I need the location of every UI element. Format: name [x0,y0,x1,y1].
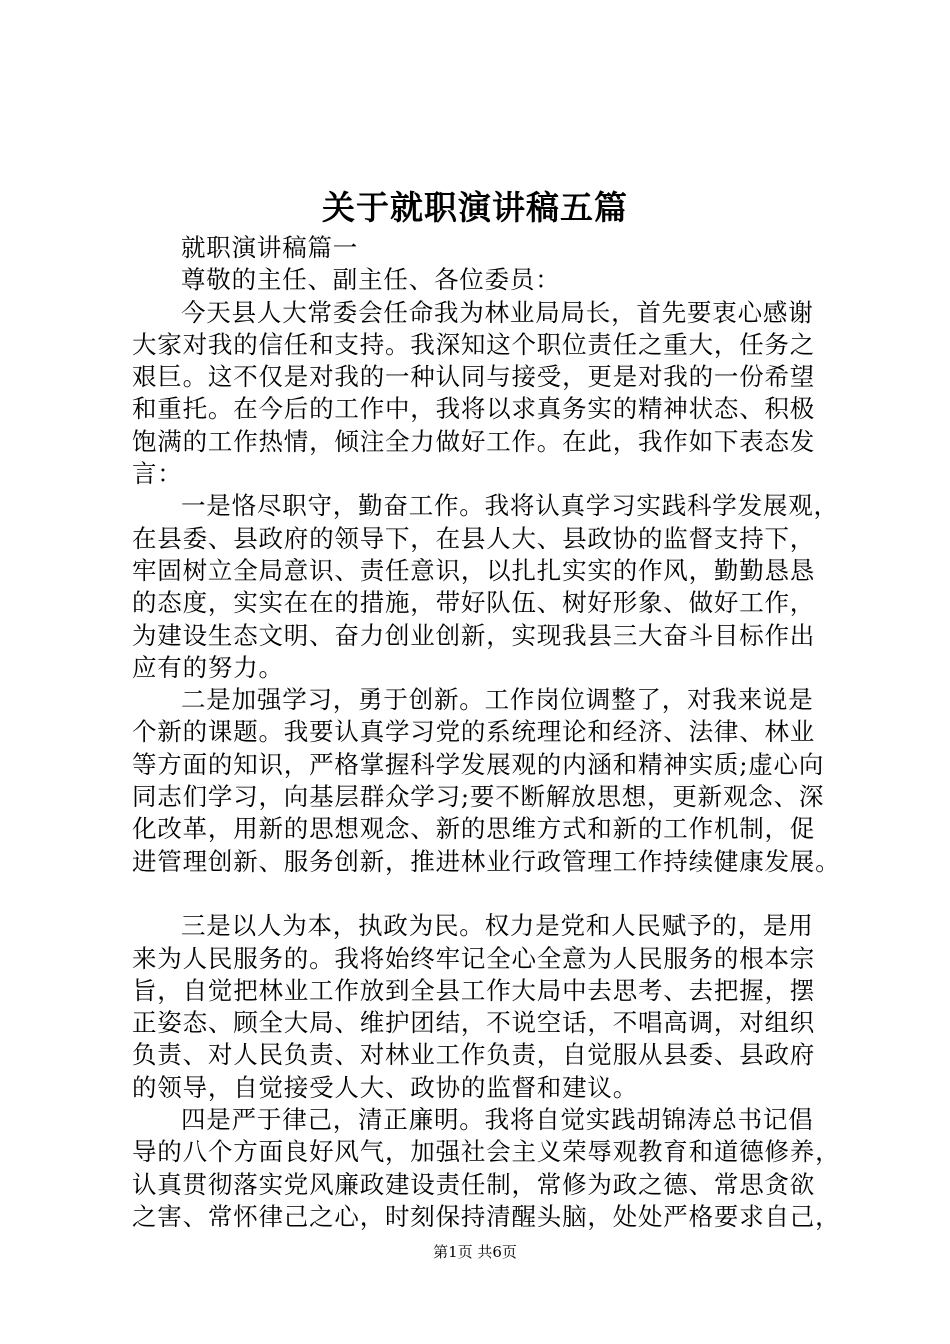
paragraph-line: 今天县人大常委会任命我为林业局局长，首先要衷心感谢 [181,297,814,327]
paragraph-line: 大家对我的信任和支持。我深知这个职位责任之重大，任务之 [132,329,816,359]
salutation: 尊敬的主任、副主任、各位委员： [181,265,561,295]
page-number-footer: 第1页 共6页 [433,1243,517,1261]
paragraph-line: 负责、对人民负责、对林业工作负责，自觉服从县委、县政府 [132,1040,816,1070]
paragraph-line: 牢固树立全局意识、责任意识，以扎扎实实的作风，勤勤恳恳 [132,555,816,585]
paragraph-line: 言： [132,459,183,489]
paragraph-line: 来为人民服务的。我将始终牢记全心全意为人民服务的根本宗 [132,943,816,973]
paragraph-line: 进管理创新、服务创新，推进林业行政管理工作持续健康发展。 [132,846,841,876]
paragraph-line: 饱满的工作热情，倾注全力做好工作。在此，我作如下表态发 [132,426,816,456]
paragraph-line: 三是以人为本，执政为民。权力是党和人民赋予的，是用 [181,911,814,941]
paragraph-line: 导的八个方面良好风气，加强社会主义荣辱观教育和道德修养， [132,1137,841,1167]
paragraph-line: 二是加强学习，勇于创新。工作岗位调整了，对我来说是 [181,685,814,715]
paragraph-line: 个新的课题。我要认真学习党的系统理论和经济、法律、林业 [132,717,816,747]
document-body [132,232,841,1233]
paragraph-line: 正姿态、顾全大局、维护团结，不说空话，不唱高调，对组织 [132,1008,816,1038]
paragraph-line: 之害、常怀律己之心，时刻保持清醒头脑，处处严格要求自己， [132,1201,841,1231]
paragraph-line: 艰巨。这不仅是对我的一种认同与接受，更是对我的一份希望 [132,362,816,392]
paragraph-line: 同志们学习，向基层群众学习;要不断解放思想，更新观念、深 [132,782,825,812]
paragraph-line: 为建设生态文明、奋力创业创新，实现我县三大奋斗目标作出 [132,620,816,650]
section-heading: 就职演讲稿篇一 [181,233,359,262]
paragraph-line: 四是严于律己，清正廉明。我将自觉实践胡锦涛总书记倡 [181,1105,814,1135]
paragraph-line: 应有的努力。 [132,652,284,682]
paragraph-line: 和重托。在今后的工作中，我将以求真务实的精神状态、积极 [132,394,816,424]
paragraph-line: 的态度，实实在在的措施，带好队伍、树好形象、做好工作， [132,588,816,618]
paragraph-line: 在县委、县政府的领导下，在县人大、县政协的监督支持下， [132,523,816,553]
paragraph-line: 认真贯彻落实党风廉政建设责任制，常修为政之德、常思贪欲 [132,1169,816,1199]
paragraph-line: 一是恪尽职守，勤奋工作。我将认真学习实践科学发展观， [181,491,839,521]
paragraph-line: 旨，自觉把林业工作放到全县工作大局中去思考、去把握，摆 [132,975,816,1005]
blank-line [132,878,832,910]
paragraph-line: 化改革，用新的思想观念、新的思维方式和新的工作机制，促 [132,814,816,844]
document-title: 关于就职演讲稿五篇 [322,188,628,227]
paragraph-line: 的领导，自觉接受人大、政协的监督和建议。 [132,1072,638,1102]
paragraph-line: 等方面的知识，严格掌握科学发展观的内涵和精神实质;虚心向 [132,749,825,779]
